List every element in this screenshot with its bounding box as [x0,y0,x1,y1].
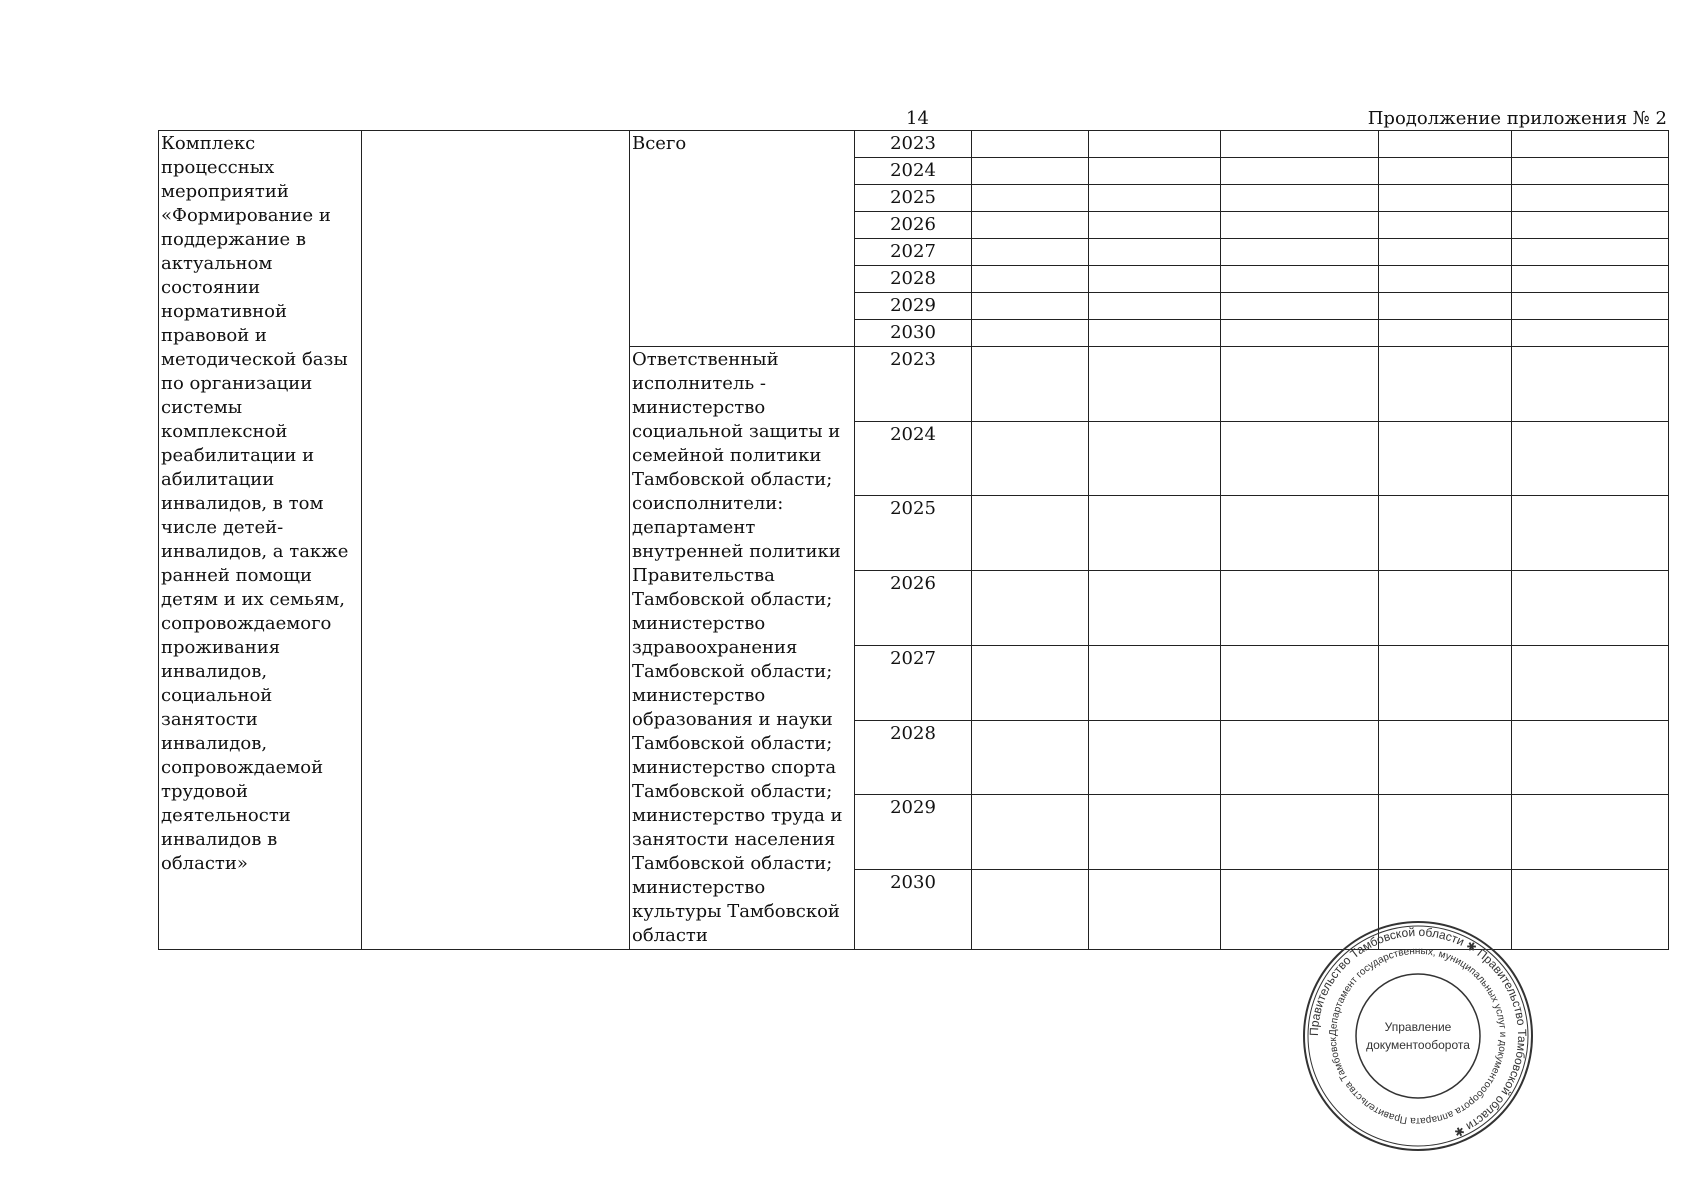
value-cell [972,212,1089,239]
value-cell [972,239,1089,266]
value-cell [1089,158,1221,185]
value-cell [972,266,1089,293]
value-cell [1512,645,1669,720]
value-cell [1089,870,1221,950]
value-cell [972,185,1089,212]
value-cell [972,496,1089,571]
value-cell [1089,239,1221,266]
value-cell [1512,293,1669,320]
value-cell [1512,239,1669,266]
value-cell [1089,185,1221,212]
value-cell [1221,266,1379,293]
value-cell [1512,496,1669,571]
year-cell: 2024 [855,158,972,185]
value-cell [1221,720,1379,795]
seal-inner-text: Департамент государственных, муниципальных услуг и документооборота аппарата Правительства Тамбовск [1327,945,1509,1127]
value-cell [1221,320,1379,347]
year-cell: 2029 [855,795,972,870]
value-cell [972,347,1089,422]
official-seal [1300,918,1536,1154]
value-cell [1379,571,1512,646]
table-row [159,131,1669,158]
value-cell [1089,795,1221,870]
value-cell [1512,421,1669,496]
value-cell [1512,266,1669,293]
value-cell [1512,571,1669,646]
value-cell [972,645,1089,720]
value-cell [1221,421,1379,496]
year-cell: 2024 [855,421,972,496]
year-cell: 2027 [855,239,972,266]
complex-title-cell: Комплекс процессных мероприятий «Формирование и поддержание в актуальном состоянии нормативной правовой и методической базы по организации системы комплексной реабилитации и абилитации инвалидов, в том числе детей-инвалидов, а также ранней помощи детям и их семьям, сопровождаемого проживания инвалидов, социальной занятости инвалидов, сопровождаемой трудовой деятельности инвалидов в области» [159,131,362,950]
value-cell [1089,720,1221,795]
year-cell: 2030 [855,320,972,347]
value-cell [1379,320,1512,347]
value-cell [1512,185,1669,212]
year-cell: 2025 [855,185,972,212]
page-number: 14 [906,108,929,129]
value-cell [1379,266,1512,293]
value-cell [1221,496,1379,571]
value-cell [1221,239,1379,266]
value-cell [972,421,1089,496]
value-cell [1089,266,1221,293]
value-cell [1379,496,1512,571]
seal-outer-text: Правительство Тамбовской области ✱ Правительство Тамбовской области ✱ [1306,924,1530,1140]
value-cell [1221,795,1379,870]
year-cell: 2029 [855,293,972,320]
year-cell: 2023 [855,131,972,158]
value-cell [1379,421,1512,496]
year-cell: 2027 [855,645,972,720]
year-cell: 2026 [855,571,972,646]
value-cell [972,158,1089,185]
total-label-cell: Всего [630,131,855,347]
value-cell [1089,212,1221,239]
year-cell: 2030 [855,870,972,950]
value-cell [1379,185,1512,212]
value-cell [1512,795,1669,870]
year-cell: 2026 [855,212,972,239]
seal-center [1300,918,1536,1154]
value-cell [972,795,1089,870]
executor-cell: Ответственный исполнитель - министерство социальной защиты и семейной политики Тамбовской области; соисполнители: департамент внутренней политики Правительства Тамбовской области; министерство здравоохранения Тамбовской области; министерство образования и науки Тамбовской области; министерство спорта Тамбовской области; министерство труда и занятости населения Тамбовской области; министерство культуры Тамбовской области [630,347,855,950]
year-cell: 2028 [855,720,972,795]
value-cell [1512,212,1669,239]
value-cell [1221,212,1379,239]
value-cell [1089,645,1221,720]
value-cell [1089,293,1221,320]
value-cell [1379,158,1512,185]
value-cell [1221,571,1379,646]
value-cell [1089,320,1221,347]
value-cell [972,720,1089,795]
value-cell [1089,421,1221,496]
value-cell [1221,347,1379,422]
value-cell [1221,645,1379,720]
value-cell [972,320,1089,347]
value-cell [1379,293,1512,320]
value-cell [1379,131,1512,158]
value-cell [1512,720,1669,795]
value-cell [1221,185,1379,212]
value-cell [972,131,1089,158]
value-cell [1089,131,1221,158]
value-cell [1512,347,1669,422]
year-cell: 2025 [855,496,972,571]
value-cell [1379,645,1512,720]
value-cell [1089,496,1221,571]
funding-table [158,130,1669,950]
value-cell [1221,131,1379,158]
value-cell [1089,571,1221,646]
value-cell [972,571,1089,646]
value-cell [1379,212,1512,239]
value-cell [1512,320,1669,347]
seal-center-line2: документооборота [1366,1038,1470,1052]
value-cell [1379,347,1512,422]
value-cell [972,870,1089,950]
year-cell: 2028 [855,266,972,293]
seal-center-line1: Управление [1384,1020,1452,1034]
year-cell: 2023 [855,347,972,422]
value-cell [1221,158,1379,185]
value-cell [1379,239,1512,266]
value-cell [972,293,1089,320]
continuation-label: Продолжение приложения № 2 [1367,108,1667,129]
empty-cell [362,131,630,950]
value-cell [1089,347,1221,422]
value-cell [1379,720,1512,795]
value-cell [1512,158,1669,185]
value-cell [1221,293,1379,320]
value-cell [1512,131,1669,158]
value-cell [1379,795,1512,870]
